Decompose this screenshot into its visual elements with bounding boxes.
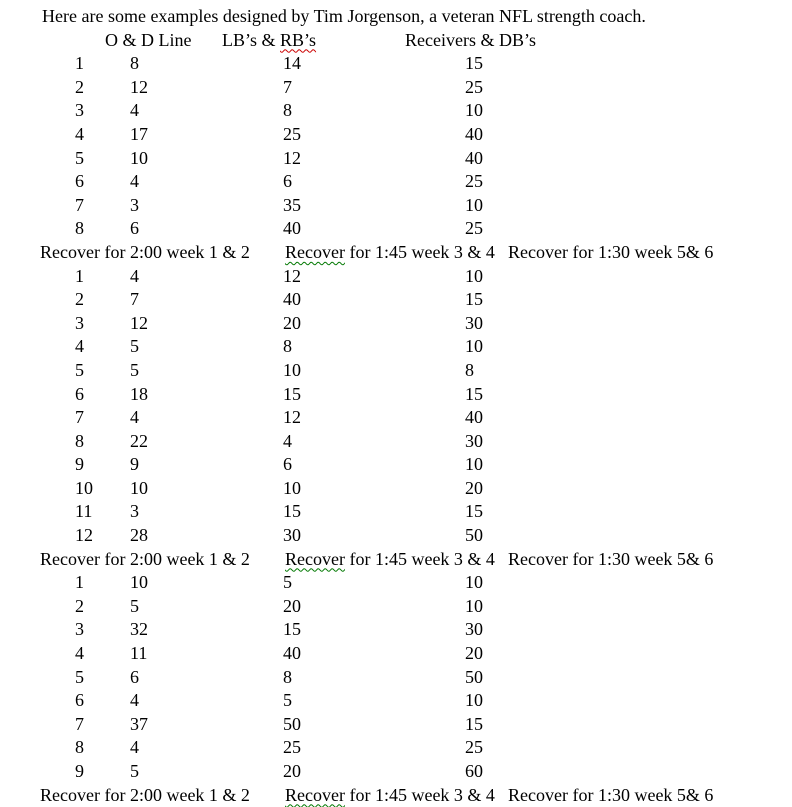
lb-rb-value: 8 [283,100,292,121]
table-row [0,642,792,666]
receivers-db-value: 8 [465,359,474,380]
set-number: 1 [75,572,84,593]
set-number: 3 [75,100,84,121]
recover-row [0,784,792,807]
set-number: 6 [75,171,84,192]
lb-rb-value: 30 [283,525,301,546]
set-number: 2 [75,595,84,616]
recover-note-weeks-1-2: Recover for 2:00 week 1 & 2 [40,784,250,805]
receivers-db-value: 15 [465,289,483,310]
recover-note-rest: for 1:45 week 3 & 4 [344,241,495,262]
set-number: 7 [75,407,84,428]
receivers-db-value: 50 [465,666,483,687]
recover-row [0,548,792,572]
table-row [0,76,792,100]
od-line-value: 32 [130,619,148,640]
set-number: 8 [75,737,84,758]
receivers-db-value: 25 [465,76,483,97]
lb-rb-value: 5 [283,572,292,593]
set-number: 5 [75,147,84,168]
od-line-value: 6 [130,666,139,687]
od-line-value: 4 [130,690,139,711]
lb-rb-value: 6 [283,454,292,475]
receivers-db-value: 30 [465,312,483,333]
recover-flagged-word: Recover [285,241,345,262]
table-row [0,194,792,218]
set-number: 4 [75,336,84,357]
lb-rb-value: 20 [283,761,301,781]
set-number: 11 [75,501,93,522]
lb-rb-value: 40 [283,289,301,310]
receivers-db-value: 10 [465,265,483,286]
receivers-db-value: 10 [465,595,483,616]
receivers-db-value: 25 [465,737,483,758]
od-line-value: 3 [130,501,139,522]
lb-rb-value: 12 [283,407,301,428]
table-row [0,500,792,524]
recover-note-weeks-1-2: Recover for 2:00 week 1 & 2 [40,241,250,262]
recover-note-weeks-3-4 [285,241,495,265]
set-number: 5 [75,666,84,687]
set-number: 1 [75,53,84,74]
od-line-value: 5 [130,761,139,781]
set-number: 3 [75,312,84,333]
set-number: 8 [75,430,84,451]
table-row [0,666,792,690]
table-row [0,288,792,312]
lb-rb-value: 7 [283,76,292,97]
od-line-value: 4 [130,171,139,192]
set-number: 7 [75,194,84,215]
lb-rb-value: 12 [283,265,301,286]
set-number: 8 [75,218,84,239]
table-row [0,170,792,194]
lb-rb-value: 8 [283,666,292,687]
receivers-db-value: 10 [465,194,483,215]
receivers-db-value: 25 [465,218,483,239]
table-row [0,123,792,147]
lb-rb-value: 25 [283,737,301,758]
table-row [0,406,792,430]
set-number: 9 [75,454,84,475]
set-number: 2 [75,289,84,310]
table-row [0,359,792,383]
document-title: Here are some examples designed by Tim Jorgenson, a veteran NFL strength coach. [42,6,646,26]
lb-rb-value: 50 [283,713,301,734]
lb-rb-value: 14 [283,53,301,74]
table-row [0,383,792,407]
table-row [0,99,792,123]
table-row [0,335,792,359]
column-header-lb-prefix: LB’s & [222,29,281,50]
od-line-value: 10 [130,572,148,593]
od-line-value: 5 [130,359,139,380]
column-header-row [0,29,792,53]
lb-rb-value: 15 [283,501,301,522]
table-row [0,713,792,737]
recover-flagged-word: Recover [285,784,345,805]
set-number: 4 [75,643,84,664]
recover-note-weeks-3-4 [285,784,495,807]
receivers-db-value: 50 [465,525,483,546]
table-row [0,430,792,454]
set-number: 1 [75,265,84,286]
lb-rb-value: 40 [283,218,301,239]
receivers-db-value: 25 [465,171,483,192]
table-row [0,52,792,76]
set-number: 7 [75,713,84,734]
receivers-db-value: 20 [465,643,483,664]
lb-rb-value: 15 [283,619,301,640]
table-row [0,595,792,619]
od-line-value: 17 [130,123,148,144]
receivers-db-value: 10 [465,572,483,593]
receivers-db-value: 10 [465,690,483,711]
set-number: 2 [75,76,84,97]
receivers-db-value: 10 [465,100,483,121]
od-line-value: 10 [130,477,148,498]
table-row [0,524,792,548]
lb-rb-value: 10 [283,477,301,498]
receivers-db-value: 40 [465,123,483,144]
set-number: 4 [75,123,84,144]
set-number: 12 [75,525,93,546]
od-line-value: 4 [130,737,139,758]
table-row [0,217,792,241]
od-line-value: 9 [130,454,139,475]
receivers-db-value: 40 [465,147,483,168]
lb-rb-value: 6 [283,171,292,192]
lb-rb-value: 35 [283,194,301,215]
table-row [0,312,792,336]
lb-rb-value: 8 [283,336,292,357]
receivers-db-value: 60 [465,761,483,781]
receivers-db-value: 15 [465,383,483,404]
od-line-value: 5 [130,595,139,616]
table-row [0,147,792,171]
recover-note-weeks-3-4 [285,548,495,572]
receivers-db-value: 15 [465,713,483,734]
recover-flagged-word: Recover [285,548,345,569]
lb-rb-value: 5 [283,690,292,711]
od-line-value: 12 [130,76,148,97]
blocks [0,52,792,807]
recover-row [0,241,792,265]
od-line-value: 5 [130,336,139,357]
receivers-db-value: 15 [465,53,483,74]
recover-note-weeks-5-6: Recover for 1:30 week 5& 6 [508,548,714,569]
set-number: 5 [75,359,84,380]
receivers-db-value: 10 [465,336,483,357]
lb-rb-value: 20 [283,595,301,616]
od-line-value: 3 [130,194,139,215]
od-line-value: 4 [130,407,139,428]
lb-rb-value: 20 [283,312,301,333]
column-header-od-line: O & D Line [105,29,192,50]
od-line-value: 37 [130,713,148,734]
column-header-lb-rb [222,29,316,53]
od-line-value: 6 [130,218,139,239]
od-line-value: 12 [130,312,148,333]
receivers-db-value: 30 [465,619,483,640]
lb-rb-value: 15 [283,383,301,404]
od-line-value: 11 [130,643,148,664]
table-row [0,571,792,595]
column-header-rb-flagged-word: RB’s [280,29,317,50]
lb-rb-value: 4 [283,430,292,451]
od-line-value: 7 [130,289,139,310]
receivers-db-value: 40 [465,407,483,428]
od-line-value: 10 [130,147,148,168]
od-line-value: 4 [130,265,139,286]
column-header-receivers-db: Receivers & DB’s [405,29,536,50]
receivers-db-value: 15 [465,501,483,522]
table-row [0,689,792,713]
receivers-db-value: 10 [465,454,483,475]
od-line-value: 28 [130,525,148,546]
recover-note-rest: for 1:45 week 3 & 4 [344,784,495,805]
set-number: 6 [75,383,84,404]
table-row [0,265,792,289]
od-line-value: 8 [130,53,139,74]
receivers-db-value: 20 [465,477,483,498]
lb-rb-value: 25 [283,123,301,144]
recover-note-weeks-5-6: Recover for 1:30 week 5& 6 [508,784,714,805]
table-row [0,760,792,784]
table-row [0,453,792,477]
receivers-db-value: 30 [465,430,483,451]
lb-rb-value: 10 [283,359,301,380]
recover-note-rest: for 1:45 week 3 & 4 [344,548,495,569]
set-number: 9 [75,761,84,781]
table-row [0,736,792,760]
lb-rb-value: 40 [283,643,301,664]
od-line-value: 18 [130,383,148,404]
table-row [0,477,792,501]
recover-note-weeks-1-2: Recover for 2:00 week 1 & 2 [40,548,250,569]
od-line-value: 4 [130,100,139,121]
set-number: 10 [75,477,93,498]
recover-note-weeks-5-6: Recover for 1:30 week 5& 6 [508,241,714,262]
lb-rb-value: 12 [283,147,301,168]
set-number: 6 [75,690,84,711]
table-row [0,618,792,642]
od-line-value: 22 [130,430,148,451]
set-number: 3 [75,619,84,640]
